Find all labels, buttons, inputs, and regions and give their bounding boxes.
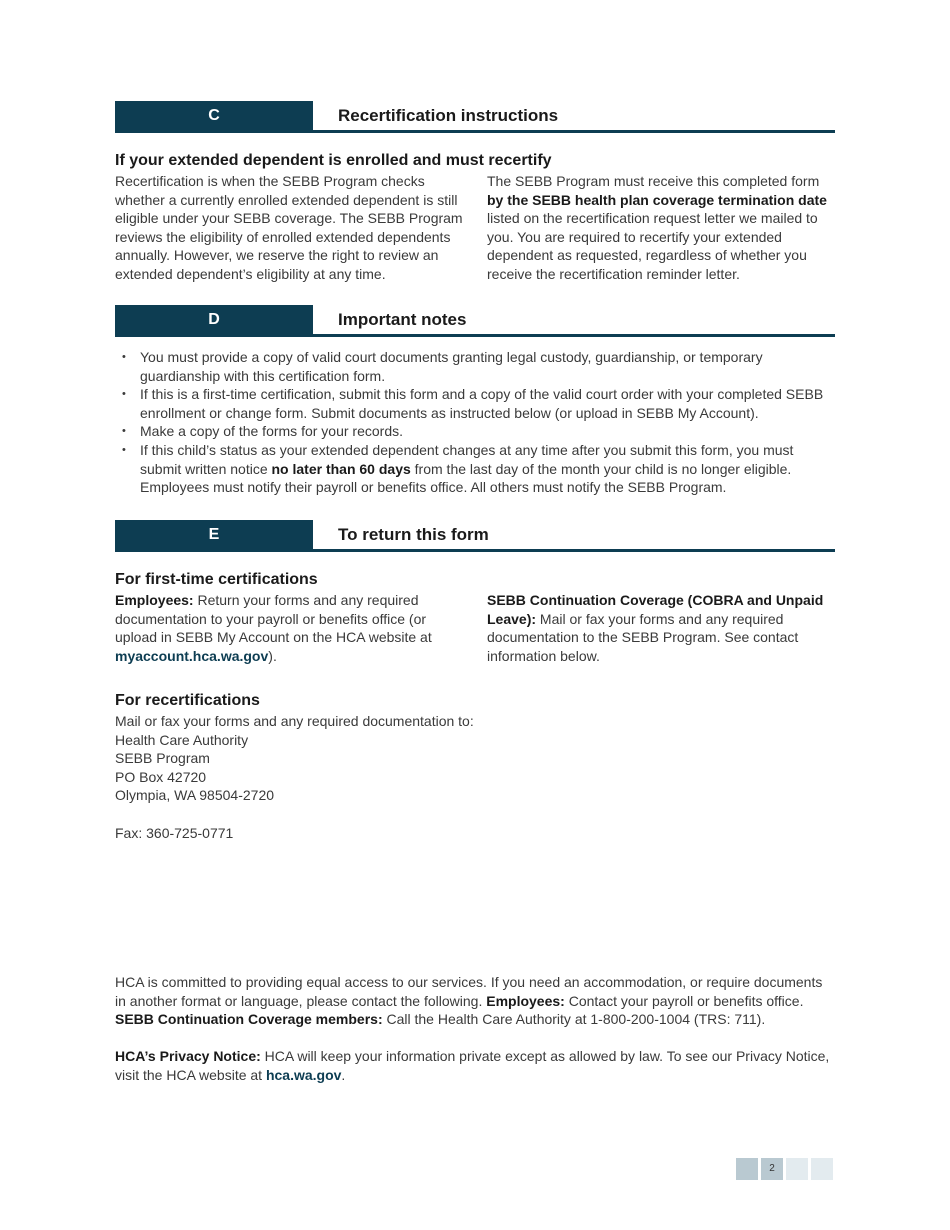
privacy-notice: HCA’s Privacy Notice: HCA will keep your information private except as allowed by law. To see our Privacy Notice, visit the HCA website at hca.wa.gov. [115, 1048, 830, 1083]
page-number: 2 [761, 1158, 783, 1180]
list-item: • If this is a first-time certification, submit this form and a copy of the valid court order with your completed SEBB enrollment or change form. Submit documents as instructed below (or upload in SEBB My Account). [140, 385, 835, 422]
address-line: Health Care Authority [115, 731, 249, 748]
first-time-heading: For first-time certifications [115, 571, 318, 588]
recertify-right-text: The SEBB Program must receive this completed form by the SEBB health plan coverage termination date listed on the recertification request letter we mailed to you. You are required to recertify your extended dependent as requested, regardless of whether you receive the recertification reminder letter. [487, 173, 827, 282]
cobra-instructions: SEBB Continuation Coverage (COBRA and Unpaid Leave): Mail or fax your forms and any required documentation to the SEBB Program. See contact information below. [487, 592, 824, 664]
hca-website-link[interactable]: hca.wa.gov [265, 1066, 342, 1083]
section-e-header [115, 520, 835, 552]
page-block [811, 1158, 833, 1180]
section-d-title: Important notes [338, 310, 467, 329]
myaccount-link[interactable]: myaccount.hca.wa.gov [115, 647, 269, 664]
section-d-header [115, 305, 835, 337]
fax-number: Fax: 360-725-0771 [115, 824, 234, 841]
mailing-address-block [115, 712, 535, 842]
page-block [736, 1158, 758, 1180]
section-c-letter: C [115, 101, 313, 130]
section-c-header [115, 101, 835, 133]
section-c-title: Recertification instructions [338, 106, 559, 125]
list-item: • If this child’s status as your extended dependent changes at any time after you submit this form, you must submit written notice no later than 60 days from the last day of the month your child is no longer eligible. Employees must notify their payroll or benefits office. All others must notify the SEBB Program. [140, 441, 835, 497]
accessibility-notice: HCA is committed to providing equal access to our services. If you need an accommodation, or require documents in another format or language, please contact the following. Employees: Contact your payroll or benefits office. SEBB Continuation Coverage members: Call the Health Care Authority at 1-800-200-1004 (TRS: 711). [115, 974, 823, 1028]
address-line: PO Box 42720 [115, 768, 207, 785]
recertify-left-text: Recertification is when the SEBB Program checks whether a currently enrolled extended dependent is still eligible under your SEBB coverage. The SEBB Program reviews the eligibility of enrolled extended dependents annually. However, we reserve the right to review an extended dependent’s eligibility at any time. [115, 173, 463, 282]
recertifications-heading: For recertifications [115, 692, 260, 709]
address-line: Olympia, WA 98504-2720 [115, 787, 275, 804]
list-item: • Make a copy of the forms for your records. [140, 422, 835, 441]
employees-instructions: Employees: Return your forms and any required documentation to your payroll or benefits office (or upload in SEBB My Account on the HCA website at myaccount.hca.wa.gov). [115, 592, 432, 664]
list-item: • You must provide a copy of valid court documents granting legal custody, guardianship, or temporary guardianship with this certification form. [140, 348, 835, 385]
address-line: SEBB Program [115, 750, 210, 767]
page-block [786, 1158, 808, 1180]
section-e-letter: E [115, 520, 313, 549]
page-indicator [736, 1158, 833, 1180]
important-notes-list [115, 348, 835, 497]
recert-intro: Mail or fax your forms and any required documentation to: [115, 713, 474, 729]
section-e-title: To return this form [338, 525, 489, 544]
section-d-letter: D [115, 305, 313, 334]
recertify-heading: If your extended dependent is enrolled and must recertify [115, 152, 552, 169]
